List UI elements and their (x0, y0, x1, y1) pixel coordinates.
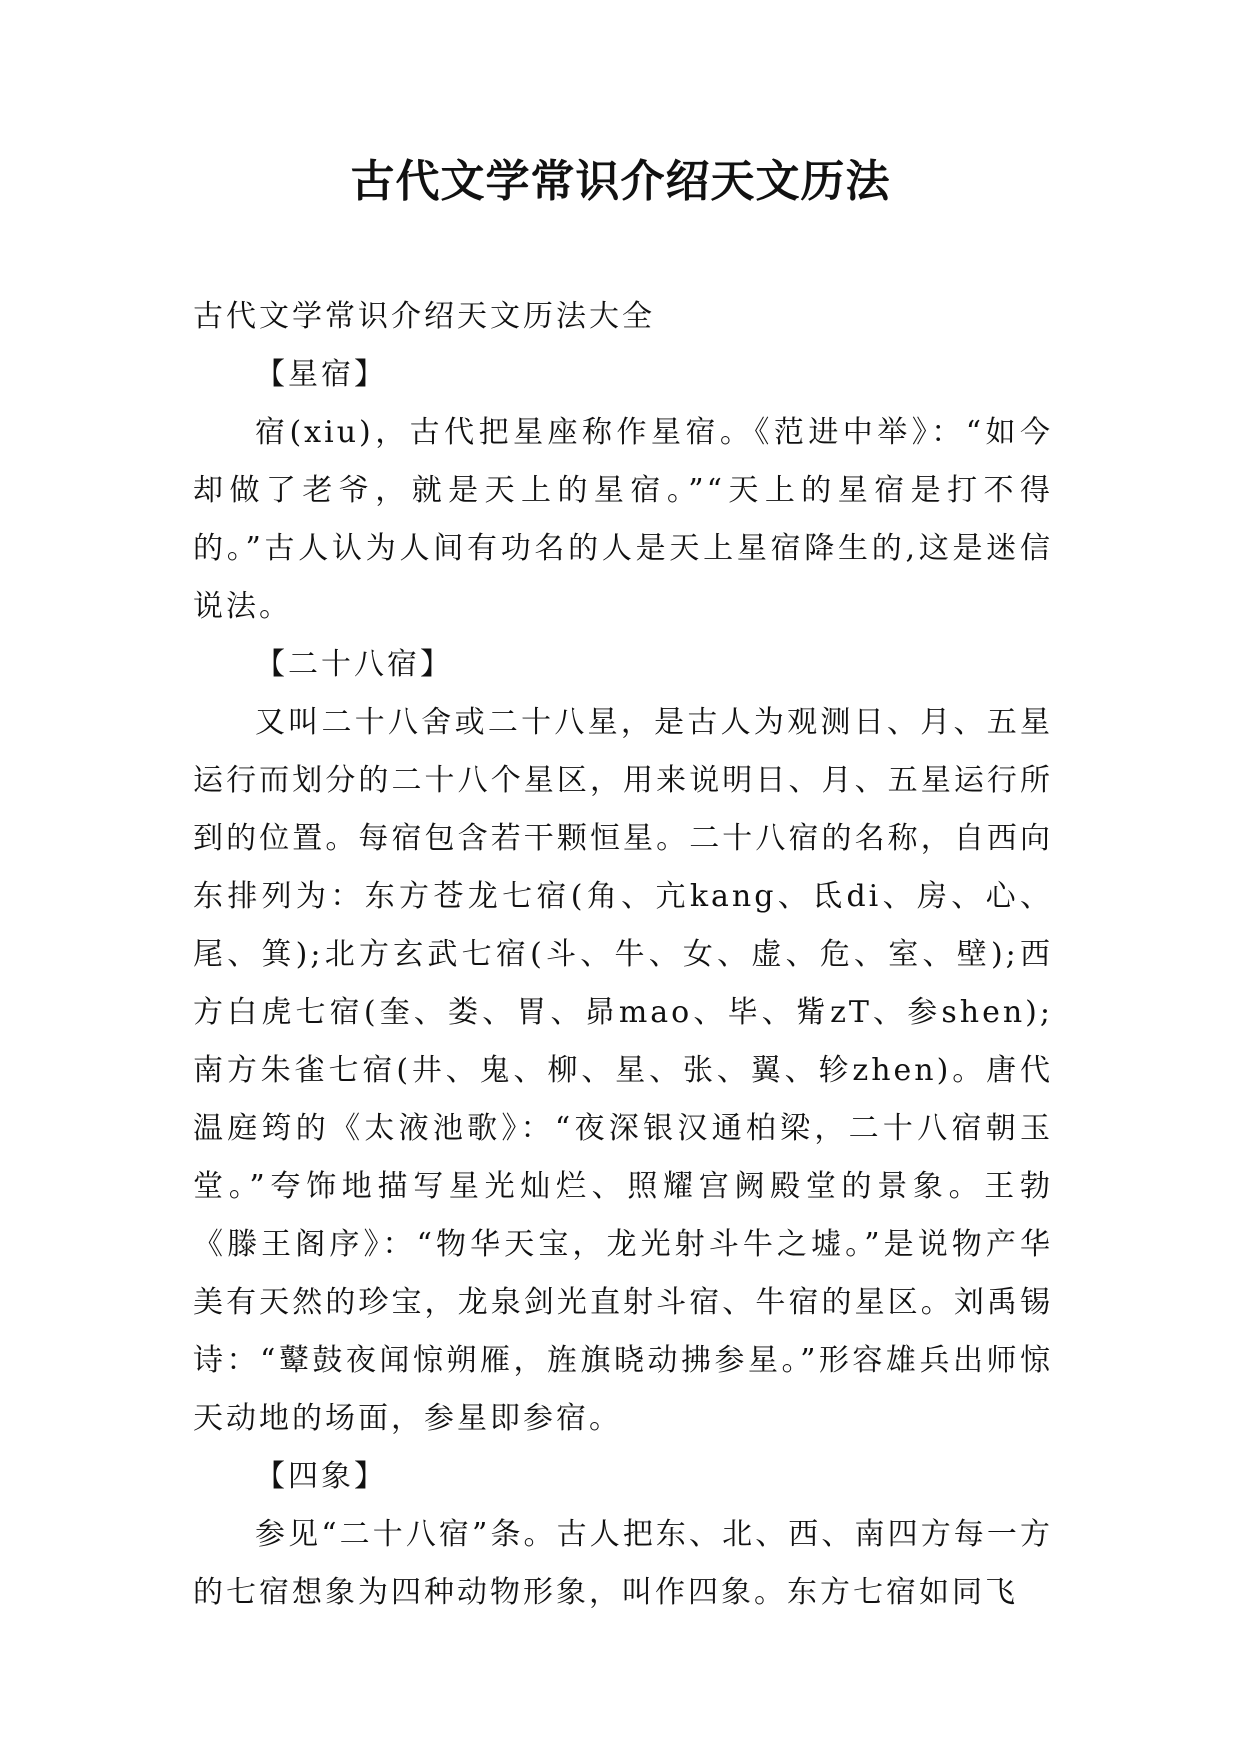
section-text-xingxiu: 宿(xiu)，古代把星座称作星宿。《范进中举》：“如今却做了老爷，就是天上的星宿。”“天上的星宿是打不得的。”古人认为人间有功名的人是天上星宿降生的,这是迷信说法。 (193, 415, 1053, 624)
section-text-sixiang: 参见“二十八宿”条。古人把东、北、西、南四方每一方的七宿想象为四种动物形象，叫作四象。东方七宿如同飞 (193, 1517, 1053, 1610)
section-heading-ershibaxiu: 【二十八宿】 (255, 647, 453, 682)
section-heading-xingxiu: 【星宿】 (255, 357, 387, 392)
document-body (193, 288, 1053, 1622)
section-heading-sixiang: 【四象】 (255, 1459, 387, 1494)
section-text-ershibaxiu: 又叫二十八舍或二十八星，是古人为观测日、月、五星运行而划分的二十八个星区，用来说明日、月、五星运行所到的位置。每宿包含若干颗恒星。二十八宿的名称，自西向东排列为：东方苍龙七宿(角、亢kang、氐di、房、心、尾、箕);北方玄武七宿(斗、牛、女、虚、危、室、壁);西方白虎七宿(奎、娄、胃、昴mao、毕、觜zT、参shen);南方朱雀七宿(井、鬼、柳、星、张、翼、轸zhen)。唐代温庭筠的《太液池歌》：“夜深银汉通柏梁，二十八宿朝玉堂。”夸饰地描写星光灿烂、照耀宫阙殿堂的景象。王勃《滕王阁序》：“物华天宝，龙光射斗牛之墟。”是说物产华美有天然的珍宝，龙泉剑光直射斗宿、牛宿的星区。刘禹锡诗：“鼙鼓夜闻惊朔雁，旌旗晓动拂参星。”形容雄兵出师惊天动地的场面，参星即参宿。 (193, 705, 1053, 1436)
document-subtitle: 古代文学常识介绍天文历法大全 (193, 299, 655, 334)
document-title: 古代文学常识介绍天文历法 (350, 156, 891, 207)
